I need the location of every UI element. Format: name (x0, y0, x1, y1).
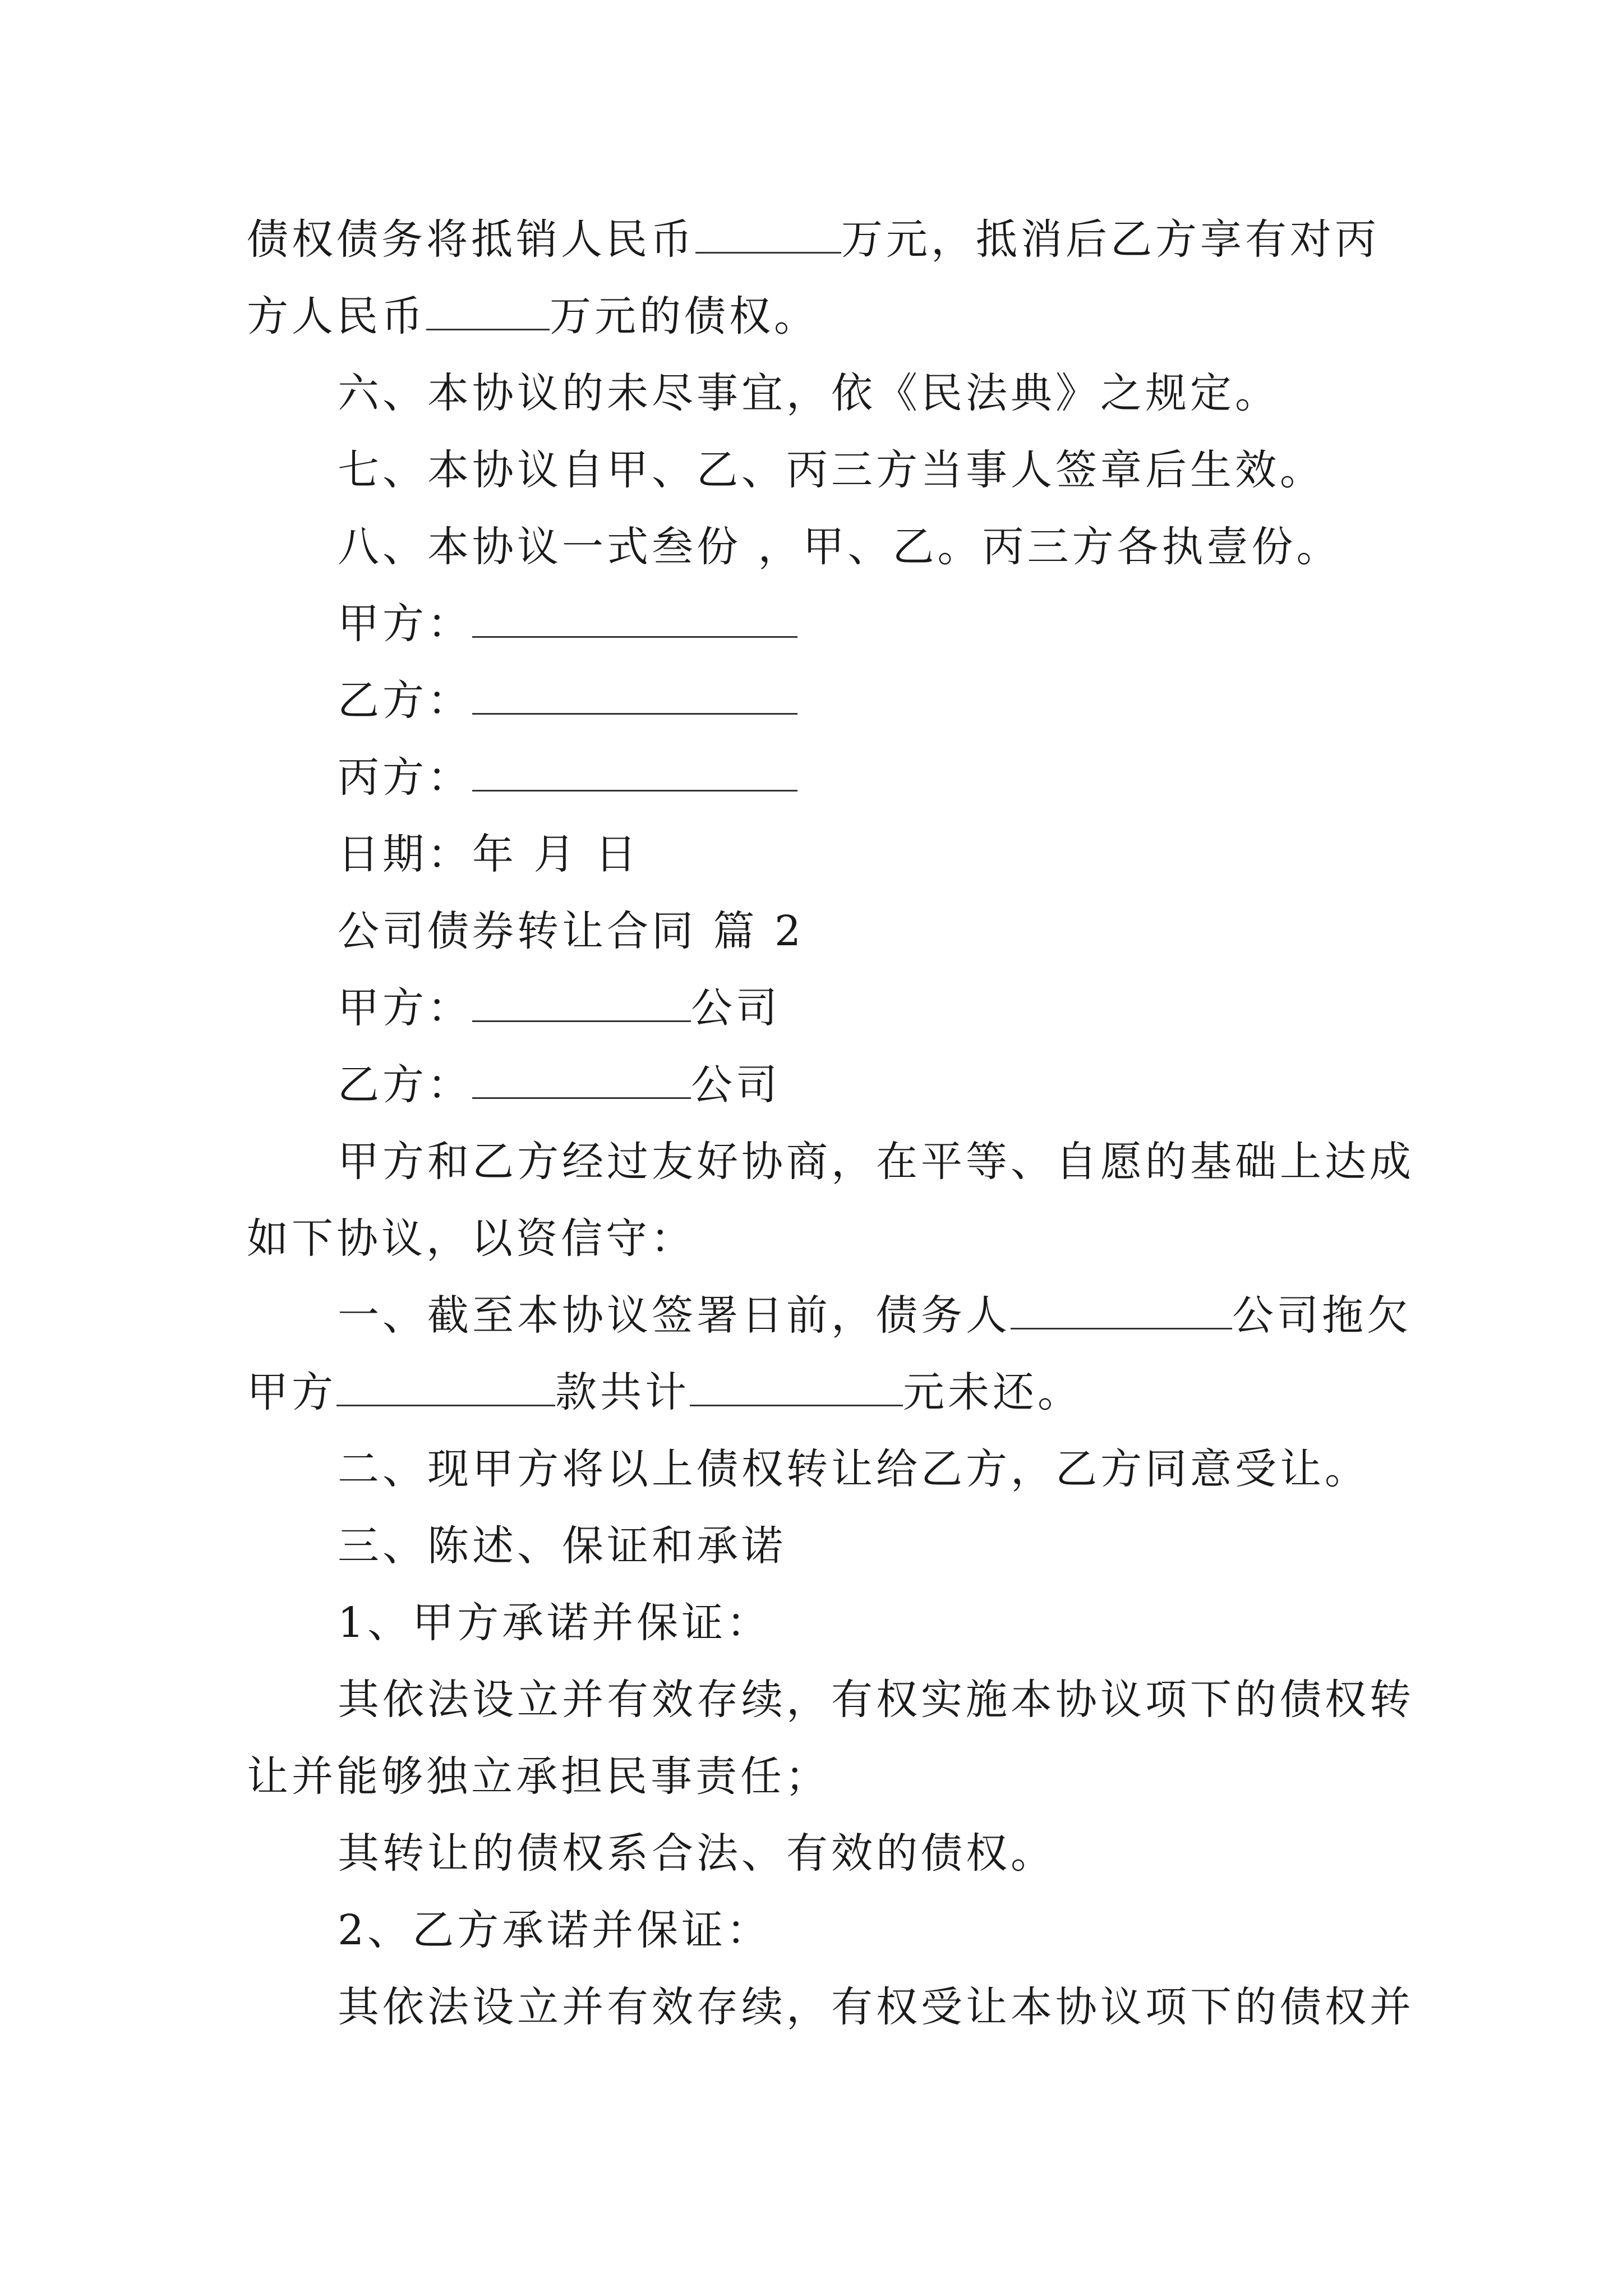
company-suffix: 公司 (691, 984, 781, 1032)
blank-field (695, 217, 841, 254)
party-c-signature-line (338, 752, 797, 803)
debtor-blank (1011, 1293, 1232, 1329)
payment-type-blank (336, 1370, 555, 1406)
party-label: 甲方： (338, 600, 472, 648)
sub-clause-1-text-line-2: 让并能够独立承担民事责任； (247, 1752, 830, 1801)
clause-two: 二、现甲方将以上债权转让给乙方，乙方同意受让。 (338, 1445, 1370, 1493)
sub-clause-1-heading: 1、甲方承诺并保证： (338, 1599, 772, 1647)
clause-three-heading: 三、陈述、保证和承诺 (338, 1522, 786, 1570)
text-segment: 方人民币 (247, 292, 426, 341)
party-label: 丙方： (338, 753, 472, 802)
sub-clause-1-text-line-3: 其转让的债权系合法、有效的债权。 (338, 1829, 1055, 1878)
date-line: 日期：年 月 日 (338, 830, 640, 878)
company-blank (472, 986, 691, 1022)
text-segment: 一、截至本协议签署日前，债务人 (338, 1291, 1011, 1340)
paragraph-seven: 七、本协议自甲、乙、丙三方当事人签章后生效。 (338, 446, 1325, 494)
clause-one-line-2 (247, 1367, 1082, 1418)
paragraph-six: 六、本协议的未尽事宜，依《民法典》之规定。 (338, 369, 1280, 417)
party-label: 乙方： (338, 677, 472, 725)
signature-blank (472, 601, 797, 638)
text-segment: 债权债务将抵销人民币 (247, 215, 695, 264)
company-blank (472, 1062, 691, 1099)
blank-field (426, 294, 550, 330)
company-suffix: 公司 (691, 1061, 781, 1109)
amount-blank (690, 1370, 903, 1406)
preamble-line-2: 如下协议，以资信守： (247, 1214, 695, 1263)
signature-blank (472, 678, 797, 715)
text-segment: 公司拖欠 (1232, 1291, 1412, 1340)
party-b-company-line (338, 1060, 781, 1110)
paragraph-eight: 八、本协议一式叁份 ，甲、乙。丙三方各执壹份。 (338, 523, 1341, 571)
text-segment: 元未还。 (903, 1368, 1082, 1416)
text-segment: 甲方 (247, 1368, 336, 1416)
sub-clause-2-text-line-1: 其依法设立并有效存续，有权受让本协议项下的债权并 (338, 1983, 1414, 2031)
party-label: 甲方： (338, 984, 472, 1032)
party-b-signature-line (338, 675, 797, 726)
preamble-line-1: 甲方和乙方经过友好协商，在平等、自愿的基础上达成 (338, 1138, 1414, 1186)
sub-clause-1-text-line-1: 其依法设立并有效存续，有权实施本协议项下的债权转 (338, 1676, 1414, 1724)
text-segment: 万元，抵消后乙方享有对丙 (841, 215, 1380, 264)
contract-title: 公司债券转让合同 篇 2 (338, 907, 805, 955)
text-segment: 万元的债权。 (550, 292, 819, 341)
clause-one-line-1 (338, 1290, 1412, 1341)
text-line-1 (247, 214, 1380, 265)
text-line-2 (247, 291, 819, 342)
party-label: 乙方： (338, 1061, 472, 1109)
party-a-signature-line (338, 599, 797, 649)
party-a-company-line (338, 983, 781, 1033)
text-segment: 款共计 (555, 1368, 690, 1416)
signature-blank (472, 755, 797, 792)
sub-clause-2-heading: 2、乙方承诺并保证： (338, 1906, 772, 1954)
